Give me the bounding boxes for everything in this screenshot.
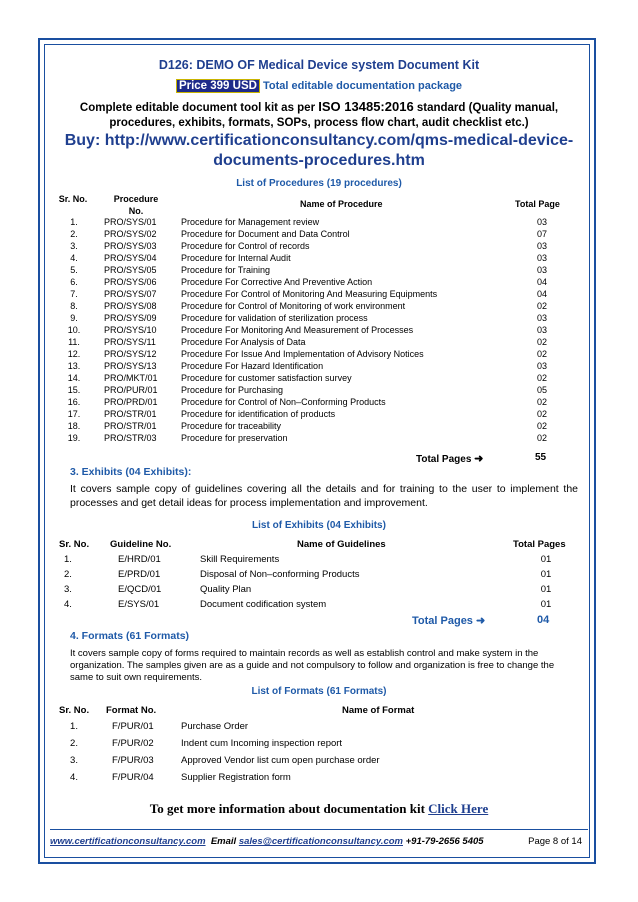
row-guideline-name: Disposal of Non–conforming Products	[200, 569, 360, 580]
table-row	[0, 348, 638, 360]
row-sr: 14.	[67, 373, 81, 383]
row-format-no: F/PUR/02	[112, 738, 154, 749]
row-format-no: F/PUR/01	[112, 721, 154, 732]
row-total-pages: 01	[540, 569, 552, 580]
arrow-right-icon: ➜	[476, 615, 486, 627]
row-total-pages: 01	[540, 599, 552, 610]
page-number: Page 8 of 14	[528, 836, 582, 847]
row-procedure-name: Procedure for Control of Monitoring of work environment	[181, 301, 406, 311]
row-sr: 3.	[70, 241, 78, 251]
row-total-page: 04	[536, 289, 547, 299]
row-format-name: Indent cum Incoming inspection report	[181, 738, 343, 749]
row-sr: 15.	[67, 385, 81, 395]
table-row	[0, 718, 638, 735]
row-format-name: Purchase Order	[181, 721, 249, 732]
table-row	[0, 769, 638, 786]
row-sr: 3.	[70, 755, 78, 766]
procedures-table	[0, 216, 638, 444]
table-row	[0, 252, 638, 264]
row-procedure-name: Procedure for validation of sterilization process	[181, 313, 368, 323]
row-sr: 1.	[70, 721, 78, 732]
table-row	[0, 582, 638, 597]
row-procedure-name: Procedure for Control of records	[181, 241, 310, 251]
row-total-page: 02	[536, 433, 547, 443]
header-format-name: Name of Format	[342, 705, 415, 716]
row-sr: 1.	[64, 554, 72, 565]
row-total-page: 03	[536, 217, 547, 227]
row-total-pages: 01	[540, 584, 552, 595]
row-procedure-no: PRO/STR/03	[104, 433, 157, 443]
kit-description-pre: Complete editable document tool kit as per	[79, 102, 319, 114]
price-badge: Price 399 USD	[176, 79, 260, 93]
row-sr: 16.	[67, 397, 81, 407]
table-row	[0, 312, 638, 324]
table-row	[0, 276, 638, 288]
procedures-header	[0, 193, 638, 217]
row-sr: 10.	[67, 325, 81, 335]
row-procedure-no: PRO/PUR/01	[104, 385, 158, 395]
row-sr: 19.	[67, 433, 81, 443]
formats-paragraph: It covers sample copy of forms required to maintain records as well as establish control and make system in the organization. The samples given are as a guide and not compulsory to follow and organization is free to change the same to suit own requirements.	[70, 648, 555, 683]
row-format-no: F/PUR/03	[112, 755, 154, 766]
row-total-page: 02	[536, 301, 547, 311]
arrow-right-icon: ➜	[474, 453, 484, 465]
row-procedure-no: PRO/SYS/04	[104, 253, 157, 263]
phone-number: +91-79-2656 5405	[405, 836, 484, 847]
row-total-page: 03	[536, 265, 547, 275]
row-sr: 9.	[70, 313, 78, 323]
row-total-page: 02	[536, 337, 547, 347]
exhibits-total-text: Total Pages	[412, 615, 473, 627]
row-guideline-no: E/SYS/01	[118, 599, 160, 610]
procedures-total-text: Total Pages	[416, 454, 472, 465]
row-procedure-name: Procedure for Internal Audit	[181, 253, 291, 263]
row-procedure-name: Procedure for Training	[181, 265, 271, 275]
row-procedure-no: PRO/SYS/01	[104, 217, 157, 227]
header-procedure-no: Procedure No.	[113, 194, 159, 216]
row-procedure-name: Procedure For Hazard Identification	[181, 361, 324, 371]
row-sr: 3.	[64, 584, 72, 595]
table-row	[0, 432, 638, 444]
row-procedure-name: Procedure for identification of products	[181, 409, 336, 419]
row-procedure-name: Procedure For Corrective And Preventive Action	[181, 277, 373, 287]
row-total-page: 03	[536, 241, 547, 251]
row-sr: 2.	[64, 569, 72, 580]
row-procedure-no: PRO/SYS/03	[104, 241, 157, 251]
header-sr: Sr. No.	[59, 539, 90, 550]
table-row	[0, 240, 638, 252]
document-title: D126: DEMO OF Medical Device system Document Kit	[158, 58, 480, 72]
row-sr: 2.	[70, 229, 78, 239]
row-procedure-name: Procedure for Control of Non–Conforming Products	[181, 397, 386, 407]
table-row	[0, 396, 638, 408]
website-link[interactable]: www.certificationconsultancy.com	[50, 836, 206, 847]
procedures-total-value: 55	[535, 452, 547, 463]
footer-divider	[50, 829, 588, 830]
exhibits-section-title: 3. Exhibits (04 Exhibits):	[70, 466, 192, 478]
table-row	[0, 216, 638, 228]
row-procedure-name: Procedure for preservation	[181, 433, 288, 443]
exhibits-total-label	[412, 614, 485, 627]
row-total-pages: 01	[540, 554, 552, 565]
row-sr: 5.	[70, 265, 78, 275]
table-row	[0, 360, 638, 372]
row-procedure-no: PRO/PRD/01	[104, 397, 158, 407]
row-procedure-no: PRO/SYS/08	[104, 301, 157, 311]
row-procedure-no: PRO/STR/01	[104, 421, 157, 431]
row-procedure-name: Procedure For Control of Monitoring And Measuring Equipments	[181, 289, 438, 299]
row-procedure-no: PRO/STR/01	[104, 409, 157, 419]
row-procedure-no: PRO/SYS/06	[104, 277, 157, 287]
row-total-page: 05	[536, 385, 547, 395]
table-row	[0, 567, 638, 582]
table-row	[0, 597, 638, 612]
kit-description-post: standard (Quality manual, procedures, exhibits, formats, SOPs, process flow chart, audit checklist etc.)	[109, 102, 559, 129]
row-procedure-name: Procedure for traceability	[181, 421, 282, 431]
email-label: Email	[210, 836, 237, 847]
row-procedure-no: PRO/SYS/09	[104, 313, 157, 323]
row-procedure-no: PRO/SYS/11	[104, 337, 156, 347]
row-procedure-name: Procedure for Document and Data Control	[181, 229, 350, 239]
row-guideline-no: E/HRD/01	[118, 554, 161, 565]
row-sr: 8.	[70, 301, 78, 311]
row-total-page: 04	[536, 277, 547, 287]
row-procedure-name: Procedure for Purchasing	[181, 385, 284, 395]
row-sr: 17.	[67, 409, 81, 419]
table-row	[0, 300, 638, 312]
row-procedure-name: Procedure For Monitoring And Measurement of Processes	[181, 325, 414, 335]
email-link[interactable]: sales@certificationconsultancy.com	[238, 836, 403, 847]
row-procedure-name: Procedure For Analysis of Data	[181, 337, 306, 347]
table-row	[0, 372, 638, 384]
price-description: Total editable documentation package	[263, 80, 463, 92]
price-line	[0, 80, 638, 92]
table-row	[0, 336, 638, 348]
row-total-page: 03	[536, 253, 547, 263]
exhibits-paragraph: It covers sample copy of guidelines covering all the details and for training to the user to implement the processes and get detail ideas for process implementation and improvement.	[70, 483, 578, 509]
row-sr: 7.	[70, 289, 78, 299]
row-total-page: 02	[536, 373, 547, 383]
row-procedure-no: PRO/SYS/05	[104, 265, 157, 275]
row-format-name: Supplier Registration form	[181, 772, 291, 783]
row-total-page: 02	[536, 409, 547, 419]
row-sr: 1.	[70, 217, 78, 227]
row-guideline-name: Quality Plan	[200, 584, 252, 595]
procedures-list-title: List of Procedures (19 procedures)	[236, 178, 402, 189]
row-sr: 11.	[68, 337, 80, 347]
row-sr: 2.	[70, 738, 78, 749]
table-row	[0, 288, 638, 300]
table-row	[0, 384, 638, 396]
row-total-page: 03	[536, 325, 547, 335]
buy-link[interactable]: Buy: http://www.certificationconsultancy.com/qms-medical-device-documents-procedures.htm	[64, 132, 574, 169]
formats-table	[0, 718, 638, 786]
row-sr: 12.	[67, 349, 81, 359]
header-sr: Sr. No.	[59, 705, 90, 716]
exhibits-table	[0, 552, 638, 612]
table-row	[0, 752, 638, 769]
row-total-page: 02	[536, 349, 547, 359]
row-procedure-no: PRO/MKT/01	[104, 373, 158, 383]
row-total-page: 03	[536, 361, 547, 371]
row-total-page: 02	[536, 397, 547, 407]
row-procedure-no: PRO/SYS/07	[104, 289, 157, 299]
row-guideline-no: E/PRD/01	[118, 569, 161, 580]
header-guideline-name: Name of Guidelines	[297, 539, 386, 550]
table-row	[0, 408, 638, 420]
row-total-page: 02	[536, 421, 547, 431]
row-guideline-no: E/QCD/01	[118, 584, 162, 595]
more-info-text: To get more information about documentation kit	[149, 801, 429, 816]
table-row	[0, 735, 638, 752]
row-guideline-name: Document codification system	[200, 599, 327, 610]
row-format-name: Approved Vendor list cum open purchase order	[181, 755, 380, 766]
row-procedure-name: Procedure For Issue And Implementation of Advisory Notices	[181, 349, 424, 359]
row-sr: 13.	[67, 361, 81, 371]
more-info-line	[0, 801, 638, 817]
row-procedure-name: Procedure for Management review	[181, 217, 320, 227]
header-sr: Sr. No.	[58, 194, 88, 204]
header-total-page: Total Page	[515, 199, 560, 209]
row-total-page: 07	[536, 229, 547, 239]
row-procedure-no: PRO/SYS/02	[104, 229, 157, 239]
formats-list-title: List of Formats (61 Formats)	[251, 686, 387, 697]
table-row	[0, 324, 638, 336]
exhibits-list-title: List of Exhibits (04 Exhibits)	[252, 520, 386, 531]
row-format-no: F/PUR/04	[112, 772, 154, 783]
table-row	[0, 420, 638, 432]
row-sr: 4.	[64, 599, 72, 610]
row-procedure-no: PRO/SYS/13	[104, 361, 157, 371]
header-format-no: Format No.	[106, 705, 157, 716]
kit-description	[50, 99, 588, 131]
row-sr: 18.	[67, 421, 81, 431]
row-total-page: 03	[536, 313, 547, 323]
header-total-pages: Total Pages	[513, 539, 566, 550]
row-sr: 4.	[70, 253, 78, 263]
table-row	[0, 228, 638, 240]
footer	[50, 836, 588, 847]
row-procedure-no: PRO/SYS/12	[104, 349, 157, 359]
iso-standard: ISO 13485:2016	[318, 99, 414, 114]
table-row	[0, 264, 638, 276]
row-procedure-name: Procedure for customer satisfaction survey	[181, 373, 352, 383]
row-guideline-name: Skill Requirements	[200, 554, 280, 565]
formats-section-title: 4. Formats (61 Formats)	[70, 630, 190, 642]
exhibits-total-value: 04	[537, 614, 550, 626]
row-sr: 6.	[70, 277, 78, 287]
procedures-total-label	[416, 452, 483, 465]
row-procedure-no: PRO/SYS/10	[104, 325, 157, 335]
click-here-link[interactable]: Click Here	[428, 801, 489, 816]
header-guideline-no: Guideline No.	[110, 539, 172, 550]
table-row	[0, 552, 638, 567]
row-sr: 4.	[70, 772, 78, 783]
header-procedure-name: Name of Procedure	[300, 199, 383, 209]
